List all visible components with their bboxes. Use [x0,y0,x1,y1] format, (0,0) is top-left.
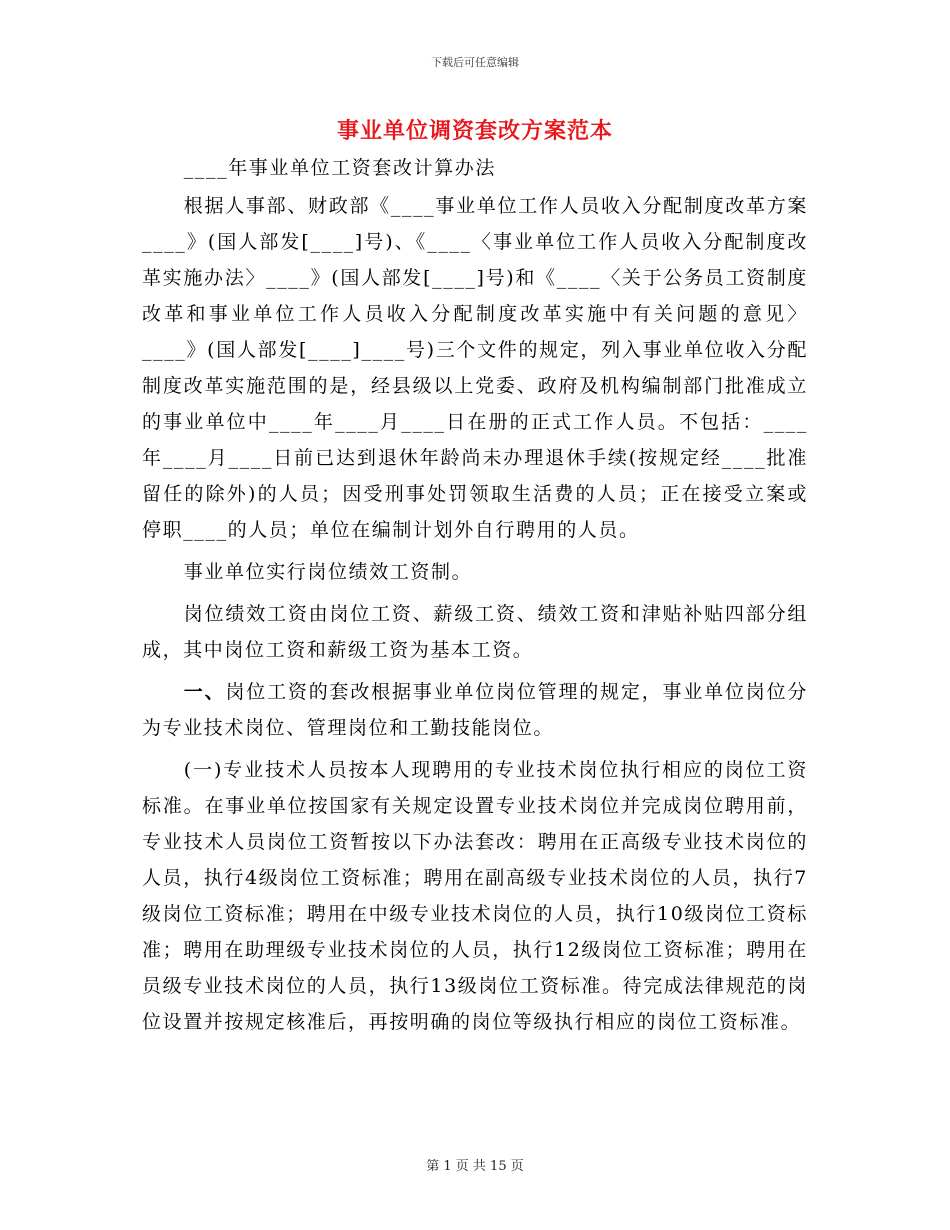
paragraph-subtitle: ____年事业单位工资套改计算办法 [183,157,496,179]
page-number: 第 1 页 共 15 页 [426,1159,524,1174]
document-body [142,150,808,1046]
section-one-text: 岗位工资的套改根据事业单位岗位管理的规定，事业单位岗位分为专业技术岗位、管理岗位和工勤技能岗位。 [142,681,808,739]
paragraph-scope: 根据人事部、财政部《____事业单位工作人员收入分配制度改革方案____》(国人部发[____]号)、《____〈事业单位工作人员收入分配制度改革实施办法〉____》(国人部发[____]号)和《____〈关于公务员工资制度改革和事业单位工作人员收入分配制度改革实施中有关问题的意见〉____》(国人部发[____]____号)三个文件的规定，列入事业单位收入分配制度改革实施范围的是，经县级以上党委、政府及机构编制部门批准成立的事业单位中____年____月____日在册的正式工作人员。不包括：____年____月____日前已达到退休年龄尚未办理退休手续(按规定经____批准留任的除外)的人员；因受刑事处罚领取生活费的人员；正在接受立案或停职____的人员；单位在编制计划外自行聘用的人员。 [142,195,808,541]
paragraph-professional-staff: (一)专业技术人员按本人现聘用的专业技术岗位执行相应的岗位工资标准。在事业单位按国家有关规定设置专业技术岗位并完成岗位聘用前，专业技术人员岗位工资暂按以下办法套改：聘用在正高级专业技术岗位的人员，执行4级岗位工资标准；聘用在副高级专业技术岗位的人员，执行7级岗位工资标准；聘用在中级专业技术岗位的人员，执行10级岗位工资标准；聘用在助理级专业技术岗位的人员，执行12级岗位工资标准；聘用在员级专业技术岗位的人员，执行13级岗位工资标准。待完成法律规范的岗位设置并按规定核准后，再按明确的岗位等级执行相应的岗位工资标准。 [142,759,808,1033]
paragraph-composition: 岗位绩效工资由岗位工资、薪级工资、绩效工资和津贴补贴四部分组成，其中岗位工资和薪级工资为基本工资。 [142,603,808,661]
section-one-number: 一、 [183,681,226,703]
paragraph-section-one [142,674,808,746]
document-title: 事业单位调资套改方案范本 [336,118,613,144]
paragraph-system: 事业单位实行岗位绩效工资制。 [183,561,473,583]
header-note: 下载后可任意编辑 [431,56,519,69]
